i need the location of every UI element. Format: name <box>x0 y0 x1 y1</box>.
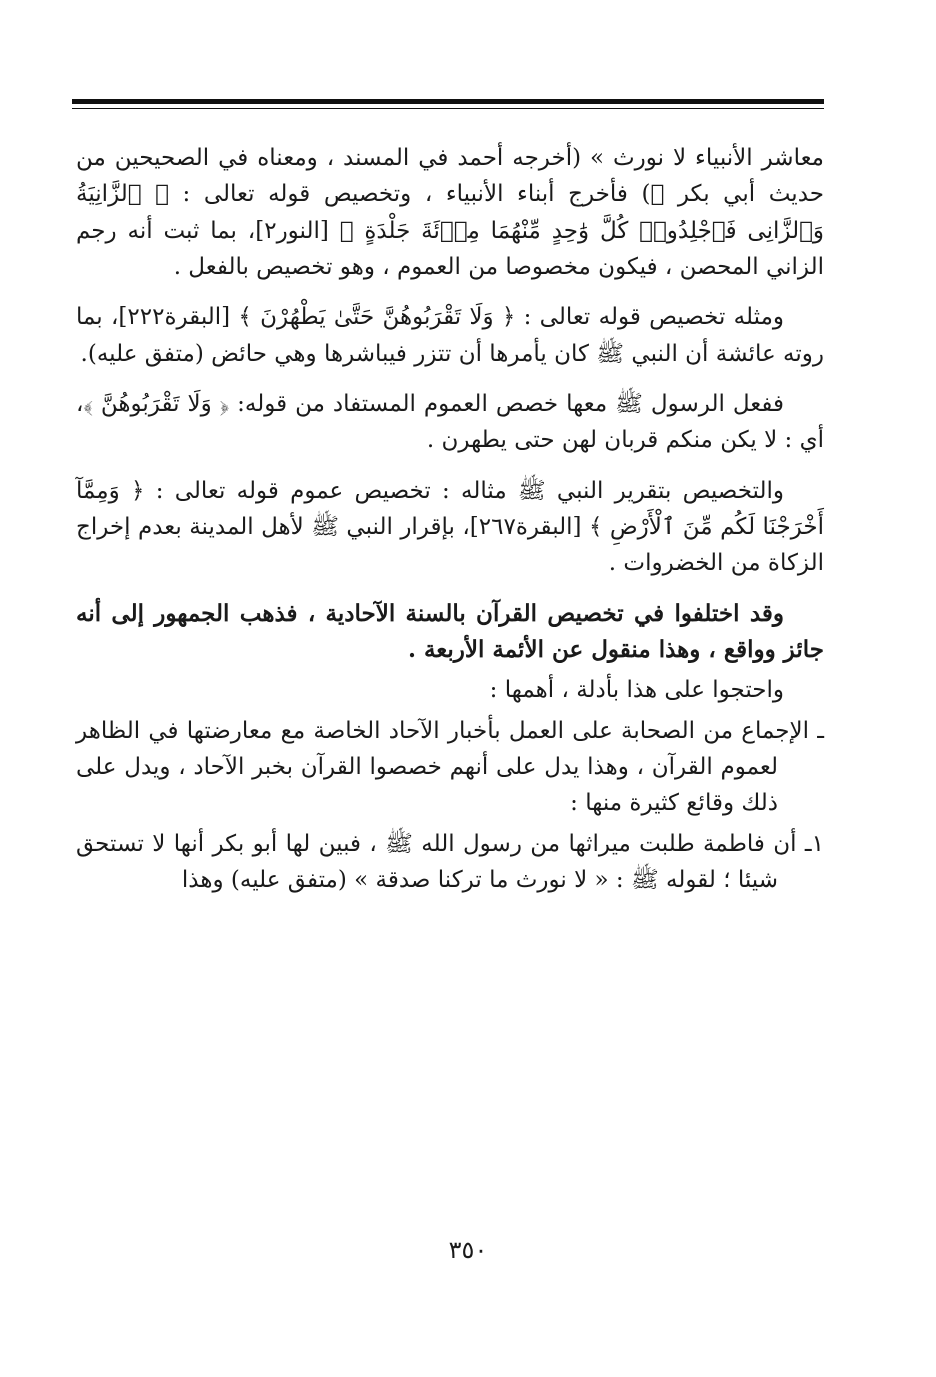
header-rule-thin <box>72 108 824 109</box>
paragraph-3: ففعل الرسول ﷺ معها خصص العموم المستفاد من قوله: ﴿ وَلَا تَقْرَبُوهُنَّ ﴾، أي : لا يكن منكم قربان لهن حتى يطهرن . <box>76 390 824 454</box>
paragraph-6: واحتجوا على هذا بأدلة ، أهمها : <box>489 677 784 704</box>
page-number: ٣٥٠ <box>448 1236 488 1264</box>
header-rule-thick <box>72 99 824 104</box>
list-item-1: ١ـ أن فاطمة طلبت ميراثها من رسول الله ﷺ ، فبين لها أبو بكر أنها لا تستحق شيئا ؛ لقوله ﷺ : « لا نورث ما تركنا صدقة » (متفق عليه) وهذا <box>76 830 824 893</box>
page-body <box>76 140 824 912</box>
list-item-dash: ـ الإجماع من الصحابة على العمل بأخبار الآحاد الخاصة مع معارضتها في الظاهر لعموم القرآن ، وهذا يدل على أنهم خصصوا القرآن بخبر الآحاد ، ويدل على ذلك وقائع كثيرة منها : <box>76 717 824 817</box>
paragraph-2: ومثله تخصيص قوله تعالى : ﴿ وَلَا تَقْرَبُوهُنَّ حَتَّىٰ يَطْهُرْنَ ﴾ [البقرة٢٢٢]، بما روته عائشة أن النبي ﷺ كان يأمرها أن تتزر فيباشرها وهي حائض (متفق عليه). <box>76 304 824 367</box>
paragraph-4: والتخصيص بتقرير النبي ﷺ مثاله : تخصيص عموم قوله تعالى : ﴿ وَمِمَّآ أَخْرَجْنَا لَكُم مِّنَ ٱلْأَرْضِ ﴾ [البقرة٢٦٧]، بإقرار النبي ﷺ لأهل المدينة بعدم إخراج الزكاة من الخضروات . <box>76 477 824 577</box>
paragraph-1: معاشر الأنبياء لا نورث » (أخرجه أحمد في المسند ، ومعناه في الصحيحين من حديث أبي بكر ﷺ) فأخرج أبناء الأنبياء ، وتخصيص قوله تعالى : ﴿ ٱلزَّانِيَةُ وَٱلزَّانِى فَٱجْلِدُوا۟ كُلَّ وَٰحِدٍ مِّنْهُمَا مِا۟ئَةَ جَلْدَةٍ ﴾ [النور٢]، بما ثبت أنه رجم الزاني المحصن ، فيكون مخصوصا من العموم ، وهو تخصيص بالفعل . <box>76 145 825 280</box>
paragraph-5: وقد اختلفوا في تخصيص القرآن بالسنة الآحادية ، فذهب الجمهور إلى أنه جائز وواقع ، وهذا منقول عن الأئمة الأربعة . <box>76 599 824 663</box>
